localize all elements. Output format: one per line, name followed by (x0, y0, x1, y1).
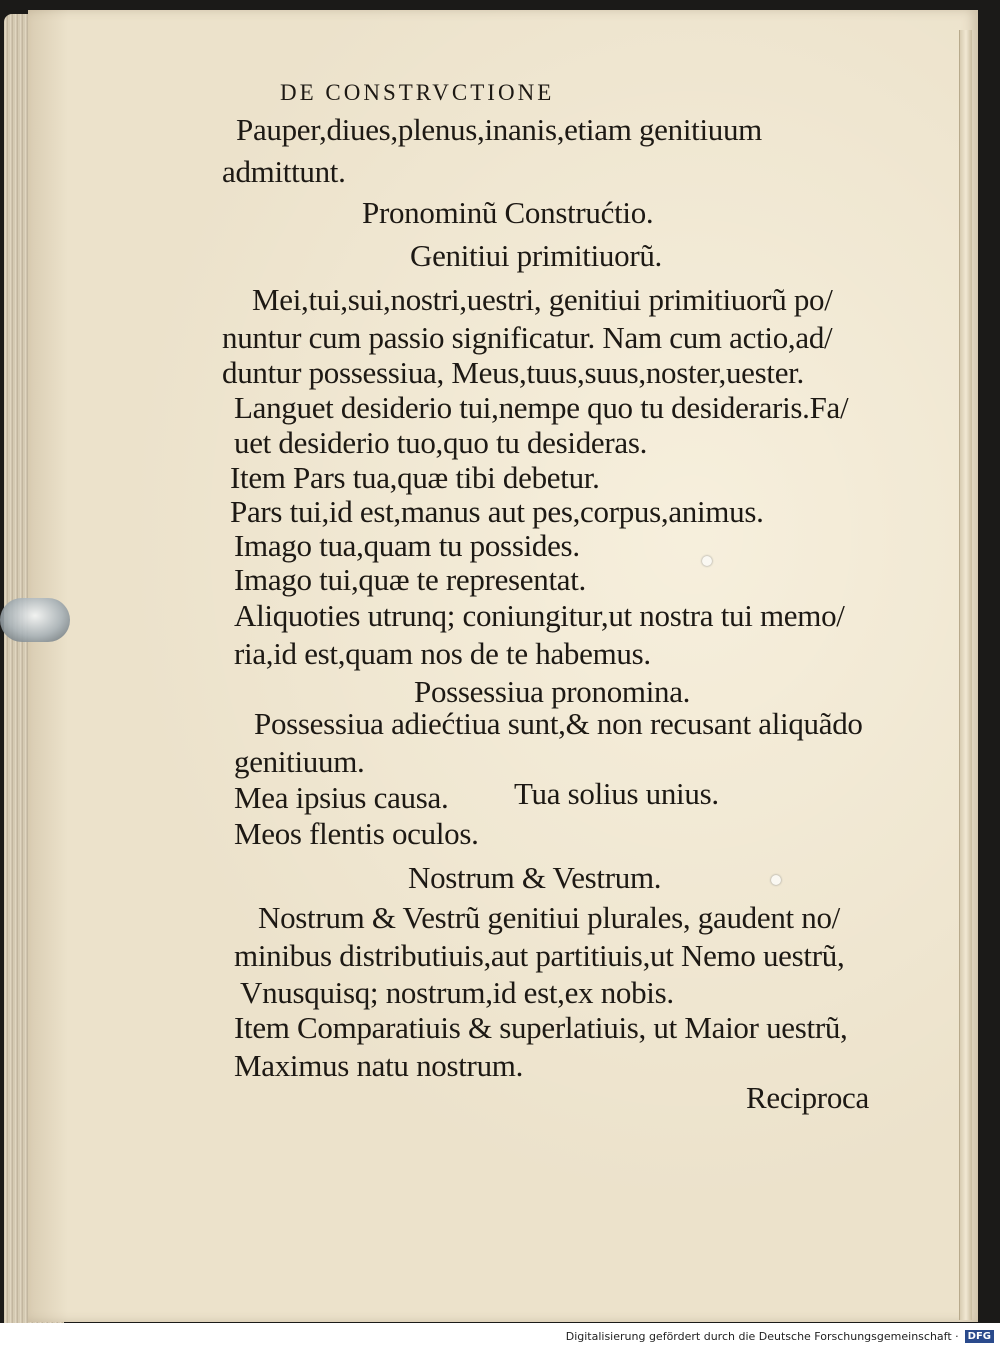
digitization-footer (0, 1323, 1000, 1349)
text-line: nuntur cum passio significatur. Nam cum actio,ad/ (222, 320, 833, 355)
text-line: admittunt. (222, 154, 346, 189)
section-heading: Possessiua pronomina. (414, 674, 691, 709)
running-head: DE CONSTRVCTIONE (280, 80, 555, 105)
text-line: Pauper,diues,plenus,inanis,etiam genitiuum (236, 112, 762, 147)
catchword: Reciproca (746, 1080, 869, 1115)
text-line: Tua solius unius. (514, 776, 719, 811)
text-line: Aliquoties utrunq; coniungitur,ut nostra tui memo/ (234, 598, 845, 633)
text-line: genitiuum. (234, 744, 365, 779)
text-line: Vnusquisq; nostrum,id est,ex nobis. (240, 975, 674, 1010)
text-line: Pars tui,id est,manus aut pes,corpus,animus. (230, 494, 764, 529)
text-line: minibus distributiuis,aut partitiuis,ut Nemo uestrũ, (234, 938, 845, 973)
text-line: uet desiderio tuo,quo tu desideras. (234, 425, 648, 460)
dfg-logo: DFG (965, 1330, 994, 1343)
section-heading: Nostrum & Vestrum. (408, 860, 662, 895)
text-line: Item Comparatiuis & superlatiuis, ut Maior uestrũ, (234, 1010, 848, 1045)
footer-credit: Digitalisierung gefördert durch die Deutsche Forschungsgemeinschaft (565, 1329, 952, 1343)
footer-separator: · (951, 1329, 959, 1343)
text-line: Mea ipsius causa. (234, 780, 449, 815)
text-line: Languet desiderio tui,nempe quo tu desideraris.Fa/ (234, 390, 849, 425)
text-line: Nostrum & Vestrũ genitiui plurales, gaudent no/ (258, 900, 840, 935)
text-line: Possessiua adiećtiua sunt,& non recusant aliquãdo (254, 706, 863, 741)
text-line: Meos flentis oculos. (234, 816, 479, 851)
text-line: Imago tua,quam tu possides. (234, 528, 580, 563)
text-line: Item Pars tua,quæ tibi debetur. (230, 460, 600, 495)
text-line: ria,id est,quam nos de te habemus. (234, 636, 651, 671)
section-heading: Pronominũ Construćtio. (362, 195, 654, 230)
text-line: Maximus natu nostrum. (234, 1048, 524, 1083)
text-line: duntur possessiua, Meus,tuus,suus,noster,uester. (222, 355, 804, 390)
section-heading: Genitiui primitiuorũ. (410, 238, 663, 273)
text-line: Imago tui,quæ te representat. (234, 562, 586, 597)
text-line: Mei,tui,sui,nostri,uestri, genitiui primitiuorũ po/ (252, 282, 833, 317)
